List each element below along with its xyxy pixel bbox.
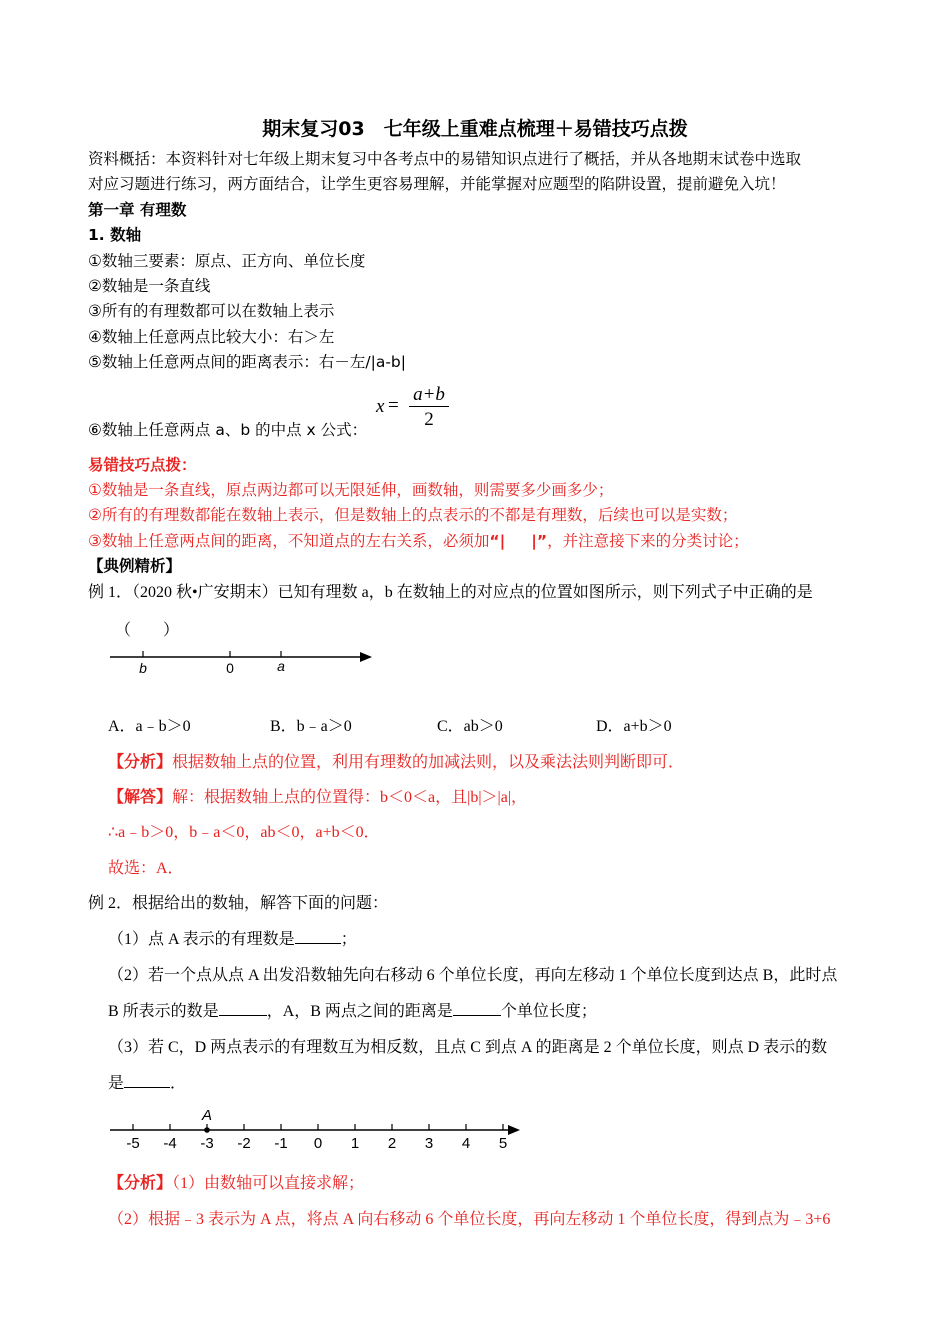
tick-label: -1 (274, 1135, 288, 1152)
option-c[interactable]: C．ab＞0 (437, 718, 503, 735)
tick-label: -4 (163, 1135, 177, 1152)
q1-text: （1）点 A 表示的有理数是 (108, 931, 295, 948)
example-2-analysis (108, 1170, 364, 1193)
q1-answer-blank[interactable] (295, 929, 341, 944)
analysis-tag: 【分析】 (108, 754, 173, 771)
tip-3 (88, 529, 749, 551)
tick-group (126, 1124, 507, 1152)
example-2-q3-line2 (108, 1070, 186, 1093)
point-3: ③所有的有理数都可以在数轴上表示 (88, 302, 335, 320)
q1-end: ； (340, 931, 357, 948)
formula-lhs: x (376, 396, 385, 417)
q2-text-a: B 所表示的数是 (108, 1003, 219, 1020)
q3-text-b: ． (170, 1075, 187, 1092)
tip-3-quote-close: |” (531, 532, 548, 550)
example-1-question: 例 1．（2020 秋•广安期末）已知有理数 a，b 在数轴上的对应点的位置如图所示，则下列式子中正确的是 (88, 584, 813, 601)
tick-label: 2 (387, 1135, 397, 1152)
label-b: b (139, 660, 147, 676)
formula-numerator: a+b (409, 384, 449, 407)
point-a-label: A (201, 1107, 213, 1124)
page-title: 期末复习03 七年级上重难点梳理＋易错技巧点拨 (262, 118, 688, 140)
analysis-tag-2: 【分析】 (108, 1175, 173, 1192)
example-1-answer-2: ∴a﹣b＞0，b﹣a＜0，ab＜0，a+b＜0． (108, 824, 380, 841)
example-2-q1 (108, 926, 357, 949)
point-2: ②数轴是一条直线 (88, 277, 211, 295)
example-1-bracket: （ ） (115, 622, 180, 639)
axis-arrow (360, 652, 372, 662)
label-a: a (277, 658, 285, 674)
formula-denominator: 2 (424, 409, 434, 430)
example-2-q2-line1: （2）若一个点从点 A 出发沿数轴先向右移动 6 个单位长度，再向左移动 1 个单位长度到达点 B，此时点 (108, 967, 838, 984)
label-0: 0 (226, 660, 234, 676)
tip-2: ②所有的有理数都能在数轴上表示，但是数轴上的点表示的不都是有理数，后续也可以是实数； (88, 506, 738, 524)
example-1-number-line (108, 645, 378, 681)
q3-text-a: 是 (108, 1075, 125, 1092)
q2-text-b: ，A，B 两点之间的距离是 (266, 1003, 453, 1020)
tips-heading: 易错技巧点拨： (88, 456, 197, 474)
point-5: ⑤数轴上任意两点间的距离表示：右－左/|a-b| (88, 353, 406, 371)
point-1: ①数轴三要素：原点、正方向、单位长度 (88, 252, 366, 270)
tick-label: 1 (350, 1135, 360, 1152)
formula-equals: = (388, 395, 399, 416)
chapter-heading: 第一章 有理数 (88, 201, 187, 219)
example-2-q3-line1: （3）若 C，D 两点表示的有理数互为相反数，且点 C 到点 A 的距离是 2 个单位长度，则点 D 表示的数 (108, 1039, 828, 1056)
tip-3-text-b: ，并注意接下来的分类讨论； (547, 532, 749, 550)
axis-arrow (508, 1125, 520, 1135)
intro-line-2: 对应习题进行练习，两方面结合，让学生更容易理解，并能掌握对应题型的陷阱设置，提前避免入坑！ (88, 175, 786, 193)
tip-3-quote-open: “| (489, 532, 506, 550)
q2-answer-blank-2[interactable] (453, 1001, 501, 1016)
examples-heading: 【典例精析】 (88, 557, 182, 575)
q2-text-c: 个单位长度； (500, 1003, 597, 1020)
example-2-analysis-2: （2）根据﹣3 表示为 A 点，将点 A 向右移动 6 个单位长度，再向左移动 1 个单位长度，得到点为﹣3+6 (108, 1211, 831, 1228)
example-2-q2-line2 (108, 998, 597, 1021)
intro-line-1: 资料概括：本资料针对七年级上期末复习中各考点中的易错知识点进行了概括，并从各地期末试卷中选取 (88, 150, 802, 168)
tick-label: 4 (461, 1135, 471, 1152)
tick-label: -5 (126, 1135, 140, 1152)
tick-label: 0 (313, 1135, 323, 1152)
example-1-choice: 故选：A． (108, 860, 184, 877)
tick-label: 3 (424, 1135, 434, 1152)
option-a[interactable]: A．a﹣b＞0 (108, 718, 191, 735)
tick-label: -3 (200, 1135, 214, 1152)
option-b[interactable]: B．b﹣a＞0 (270, 718, 352, 735)
point-a (204, 1127, 210, 1133)
q2-answer-blank-1[interactable] (219, 1001, 267, 1016)
section-heading: 1. 数轴 (88, 226, 142, 244)
answer-tag: 【解答】 (108, 789, 173, 806)
example-1-answer (108, 784, 527, 807)
example-2-question: 例 2．根据给出的数轴，解答下面的问题： (88, 895, 389, 912)
point-4: ④数轴上任意两点比较大小：右＞左 (88, 328, 335, 346)
answer-text: 解：根据数轴上点的位置得：b＜0＜a，且|b|＞|a|， (172, 789, 528, 806)
q3-answer-blank[interactable] (124, 1073, 170, 1088)
example-2-number-line (108, 1102, 528, 1154)
tick-label: 5 (498, 1135, 508, 1152)
analysis-2-text-1: （1）由数轴可以直接求解； (172, 1175, 365, 1192)
point-6: ⑥数轴上任意两点 a、b 的中点 x 公式： (88, 421, 368, 439)
example-1-analysis (108, 749, 684, 772)
tip-1: ①数轴是一条直线，原点两边都可以无限延伸，画数轴，则需要多少画多少； (88, 481, 614, 499)
analysis-text: 根据数轴上点的位置，利用有理数的加减法则，以及乘法法则判断即可． (172, 754, 685, 771)
option-d[interactable]: D．a+b＞0 (596, 718, 672, 735)
tip-3-text-a: ③数轴上任意两点间的距离，不知道点的左右关系，必须加 (88, 532, 490, 550)
tick-label: -2 (237, 1135, 251, 1152)
